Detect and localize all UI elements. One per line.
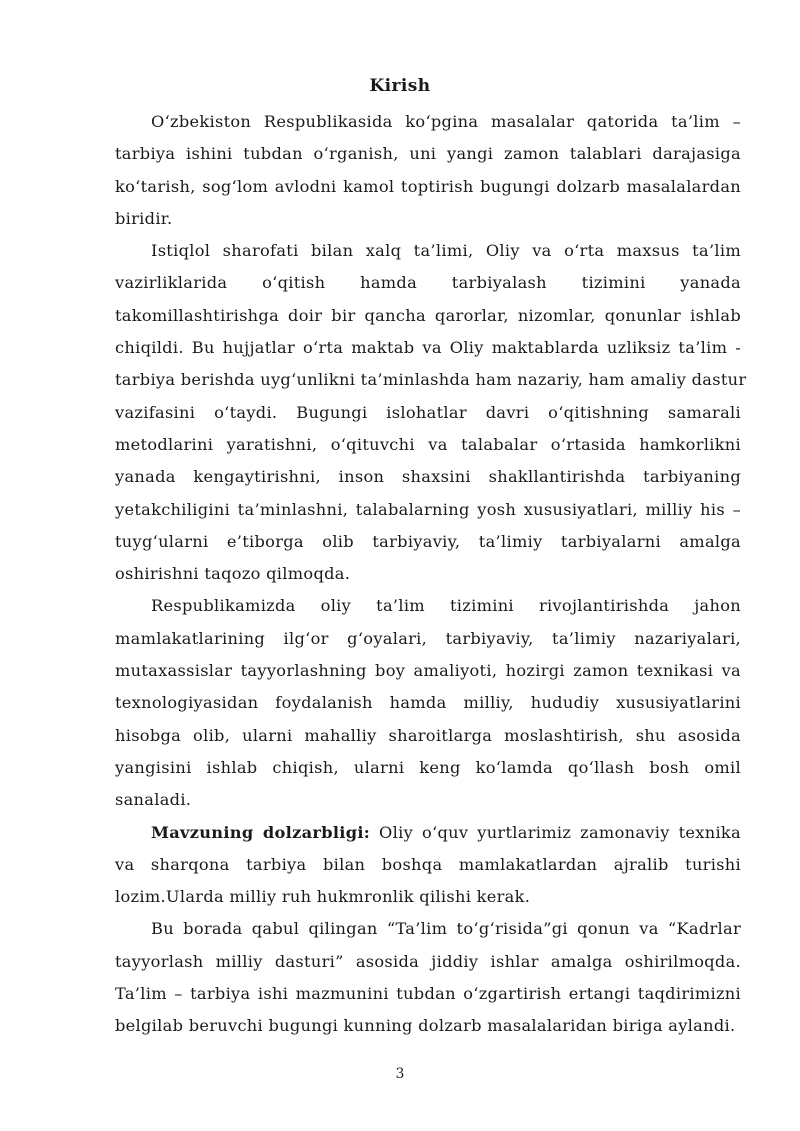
text-line: va sharqona tarbiya bilan boshqa mamlakatlardan ajralib turishi xyxy=(115,854,741,874)
page-number: 3 xyxy=(395,1066,405,1082)
section-lead-heading: Mavzuning dolzarbligi: xyxy=(151,822,371,842)
text-line: tuyg‘ularni e’tiborga olib tarbiyaviy, ta’limiy tarbiyalarni amalga xyxy=(115,531,741,551)
text-line: sanaladi. xyxy=(115,790,192,810)
text-line: tarbiya berishda uyg‘unlikni ta’minlashda ham nazariy, ham amaliy dastur xyxy=(115,370,747,390)
text-line: takomillashtirishga doir bir qancha qarorlar, nizomlar, qonunlar ishlab xyxy=(115,305,741,325)
text-line: belgilab beruvchi bugungi kunning dolzarb masalalaridan biriga aylandi. xyxy=(115,1016,736,1036)
text-line: metodlarini yaratishni, o‘qituvchi va talabalar o‘rtasida hamkorlikni xyxy=(115,434,741,454)
text-line: hisobga olib, ularni mahalliy sharoitlarga moslashtirish, shu asosida xyxy=(115,725,741,745)
text-line: texnologiyasidan foydalanish hamda milliy, hududiy xususiyatlarini xyxy=(115,693,741,713)
text-line: yanada kengaytirishni, inson shaxsini shakllantirishda tarbiyaning xyxy=(115,467,741,487)
text-line: tarbiya ishini tubdan o‘rganish, uni yangi zamon talablari darajasiga xyxy=(115,144,741,164)
text-line: mutaxassislar tayyorlashning boy amaliyoti, hozirgi zamon texnikasi va xyxy=(115,661,741,681)
text-line: Bu borada qabul qilingan “Ta’lim to‘g‘risida”gi qonun va “Kadrlar xyxy=(151,919,741,939)
text-line: tayyorlash milliy dasturi” asosida jiddiy ishlar amalga oshirilmoqda. xyxy=(115,951,741,971)
paragraph-istiqlol xyxy=(115,235,747,590)
text-line: vazifasini o‘taydi. Bugungi islohatlar davri o‘qitishning samarali xyxy=(115,402,741,422)
text-line: Ta’lim – tarbiya ishi mazmunini tubdan o‘zgartirish ertangi taqdirimizni xyxy=(115,984,741,1004)
text-line: O‘zbekiston Respublikasida ko‘pgina masalalar qatorida ta’lim – xyxy=(151,112,741,131)
text-line: lozim.Ularda milliy ruh hukmronlik qilishi kerak. xyxy=(115,887,531,907)
paragraph-intro xyxy=(115,106,741,235)
text-line: biridir. xyxy=(115,208,173,228)
text-line: mamlakatlarining ilg‘or g‘oyalari, tarbiyaviy, ta’limiy nazariyalari, xyxy=(115,628,741,648)
document-body xyxy=(115,106,747,1043)
text-line: chiqildi. Bu hujjatlar o‘rta maktab va Oliy maktablarda uzliksiz ta’lim - xyxy=(115,338,741,358)
text-line: vazirliklarida o‘qitish hamda tarbiyalash tizimini yanada xyxy=(115,273,741,293)
paragraph-bu-borada xyxy=(115,913,741,1042)
text-line: ko‘tarish, sog‘lom avlodni kamol toptirish bugungi dolzarb masalalardan xyxy=(115,176,741,196)
text-line: Istiqlol sharofati bilan xalq ta’limi, Oliy va o‘rta maxsus ta’lim xyxy=(151,241,741,261)
text-fragment: Oliy o‘quv yurtlarimiz zamonaviy texnika xyxy=(370,822,741,842)
text-line: yetakchiligini ta’minlashni, talabalarning yosh xususiyatlari, milliy his – xyxy=(115,499,741,519)
paragraph-dolzarbligi xyxy=(115,817,741,914)
text-line: Respublikamizda oliy ta’lim tizimini rivojlantirishda jahon xyxy=(151,596,741,616)
text-line: yangisini ishlab chiqish, ularni keng ko‘lamda qo‘llash bosh omil xyxy=(115,757,741,777)
text-line xyxy=(115,817,741,849)
page-title: Kirish xyxy=(369,76,431,96)
text-line: oshirishni taqozo qilmoqda. xyxy=(115,564,351,584)
paragraph-respublikamizda xyxy=(115,590,741,816)
